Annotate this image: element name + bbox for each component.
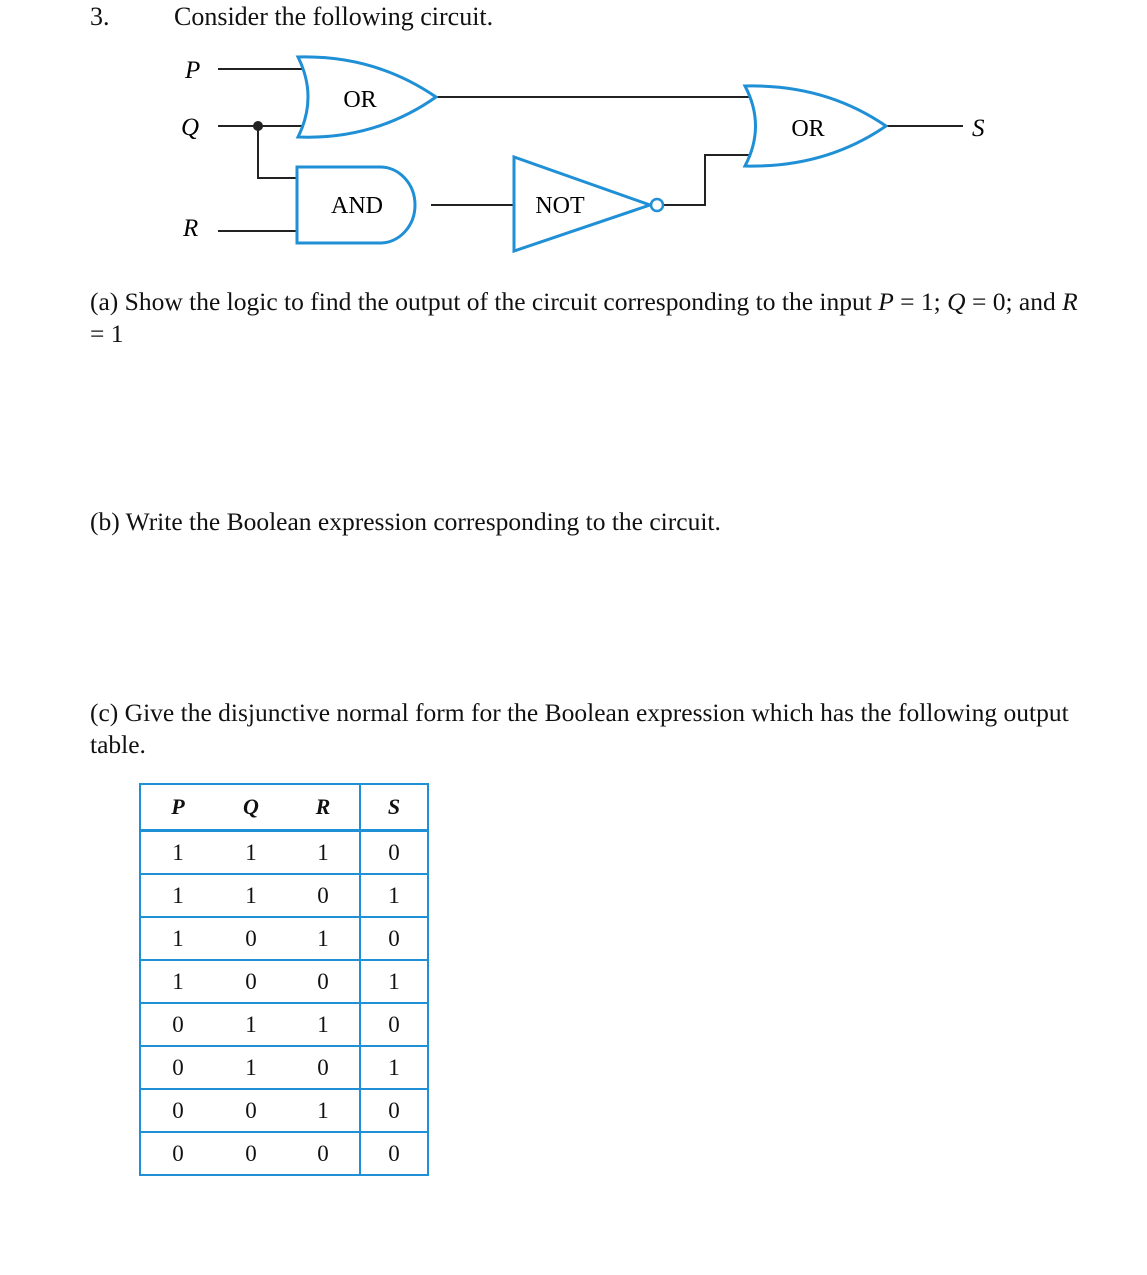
cell: 0 xyxy=(360,1132,428,1175)
cell: 0 xyxy=(317,882,329,908)
cell: 0 xyxy=(172,1140,184,1166)
question-number: 3. xyxy=(90,2,110,31)
or-gate-1-label: OR xyxy=(343,87,377,113)
header-r: R xyxy=(315,794,331,819)
part-b-question: (b) Write the Boolean expression corresponding to the circuit. xyxy=(90,507,721,536)
table-row xyxy=(140,1132,428,1175)
table-row xyxy=(140,831,428,875)
cell: 1 xyxy=(245,1054,257,1080)
not-gate-label: NOT xyxy=(535,193,585,219)
input-label-q: Q xyxy=(181,114,200,141)
cell: 0 xyxy=(360,917,428,960)
cell: 1 xyxy=(172,882,184,908)
cell: 1 xyxy=(360,960,428,1003)
cell: 0 xyxy=(172,1011,184,1037)
cell: 1 xyxy=(360,874,428,917)
wire-not-out xyxy=(664,155,752,205)
question-intro: Consider the following circuit. xyxy=(174,2,494,31)
output-label-s: S xyxy=(972,115,985,142)
not-gate-bubble xyxy=(651,199,663,211)
and-gate-label: AND xyxy=(331,193,383,219)
table-row xyxy=(140,917,428,960)
part-a-r-var: R xyxy=(1062,287,1078,316)
cell: 0 xyxy=(245,1140,257,1166)
cell: 0 xyxy=(172,1097,184,1123)
part-a-p-val: = 1; xyxy=(893,287,948,316)
cell: 0 xyxy=(172,1054,184,1080)
cell: 1 xyxy=(317,1011,329,1037)
part-a-q-val: = 0; and xyxy=(965,287,1063,316)
part-a-question xyxy=(90,286,1080,350)
cell: 1 xyxy=(245,839,257,865)
truth-table xyxy=(139,783,429,1176)
part-a-r-val: = 1 xyxy=(90,319,124,348)
truth-table-header xyxy=(140,784,428,831)
part-a-q-var: Q xyxy=(947,287,966,316)
input-label-p: P xyxy=(185,57,201,84)
cell: 1 xyxy=(360,1046,428,1089)
cell: 1 xyxy=(317,925,329,951)
header-p: P xyxy=(171,794,185,819)
table-row xyxy=(140,1089,428,1132)
part-a-p-var: P xyxy=(878,287,894,316)
header-q: Q xyxy=(243,794,259,819)
table-row xyxy=(140,874,428,917)
cell: 1 xyxy=(317,1097,329,1123)
cell: 1 xyxy=(172,968,184,994)
wire-q-branch xyxy=(258,126,297,178)
junction-dot xyxy=(253,121,263,131)
part-a-text: (a) Show the logic to find the output of the circuit corresponding to the input xyxy=(90,287,879,316)
cell: 0 xyxy=(317,1054,329,1080)
cell: 1 xyxy=(245,1011,257,1037)
logic-circuit-diagram xyxy=(0,0,1147,270)
cell: 1 xyxy=(172,925,184,951)
table-row xyxy=(140,1046,428,1089)
header-s: S xyxy=(360,784,428,831)
input-label-r: R xyxy=(183,215,199,242)
table-row xyxy=(140,1003,428,1046)
cell: 0 xyxy=(317,968,329,994)
cell: 0 xyxy=(360,1089,428,1132)
cell: 1 xyxy=(317,839,329,865)
cell: 0 xyxy=(360,1003,428,1046)
cell: 0 xyxy=(317,1140,329,1166)
cell: 1 xyxy=(172,839,184,865)
cell: 0 xyxy=(245,925,257,951)
or-gate-2-label: OR xyxy=(791,116,825,142)
table-row xyxy=(140,960,428,1003)
cell: 1 xyxy=(245,882,257,908)
cell: 0 xyxy=(245,968,257,994)
cell: 0 xyxy=(245,1097,257,1123)
cell: 0 xyxy=(360,831,428,875)
part-c-question: (c) Give the disjunctive normal form for the Boolean expression which has the following output table. xyxy=(90,698,1069,759)
